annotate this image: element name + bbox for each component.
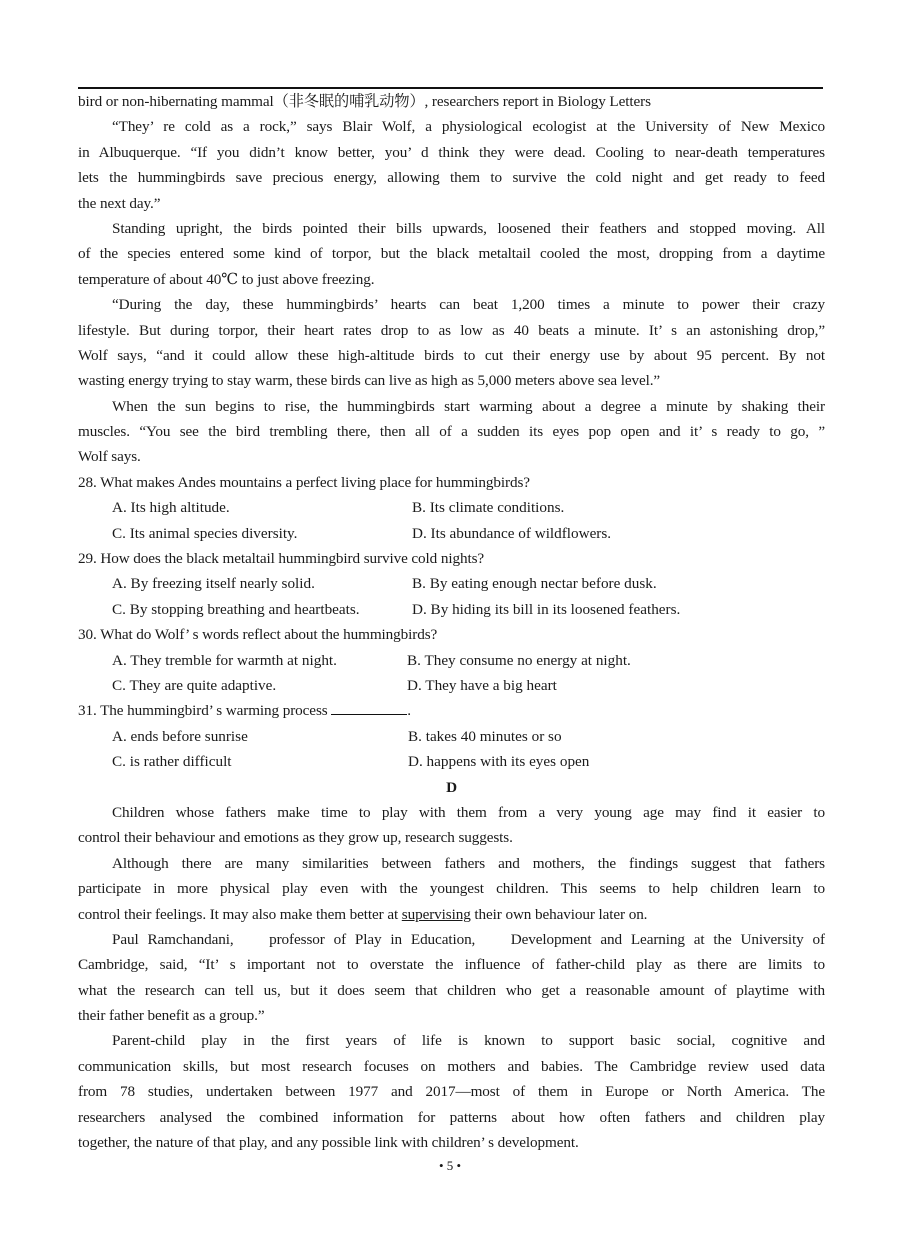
question-stem — [78, 698, 825, 723]
option-b: B. They consume no energy at night. — [407, 651, 631, 669]
question-stem-end: . — [407, 702, 411, 720]
text-line: temperature of about 40℃ to just above freezing. — [78, 270, 375, 288]
option-c: C. By stopping breathing and heartbeats. — [112, 600, 360, 618]
text-line: lifestyle. But during torpor, their heart rates drop to as low as 40 beats a minute. It’ s an astonishing drop,” — [78, 321, 825, 339]
text-line: in Albuquerque. “If you didn’t know better, you’ d think they were dead. Cooling to near-death temperatures — [78, 143, 825, 161]
passage-d-paragraph-4 — [78, 1028, 825, 1155]
text-line: When the sun begins to rise, the hummingbirds start warming about a degree a minute by shaking their — [112, 397, 825, 415]
text-line: of the species entered some kind of torpor, but the black metaltail cooled the most, dropping from a daytime — [78, 245, 825, 263]
text-line: Paul Ramchandani, professor of Play in Education, Development and Learning at the University of — [112, 930, 825, 948]
option-d: D. They have a big heart — [407, 676, 557, 694]
text-line: together, the nature of that play, and any possible link with children’ s development. — [78, 1134, 579, 1152]
text-line: communication skills, but most research focuses on mothers and babies. The Cambridge review used data — [78, 1057, 825, 1075]
passage-c-paragraph-2 — [78, 216, 825, 292]
option-c: C. is rather difficult — [112, 753, 232, 771]
option-c: C. They are quite adaptive. — [112, 676, 277, 694]
exam-page — [78, 89, 825, 1155]
text-segment: their own behaviour later on. — [470, 905, 648, 923]
text-line: “During the day, these hummingbirds’ hearts can beat 1,200 times a minute to power their crazy — [112, 296, 825, 314]
option-a: A. ends before sunrise — [112, 727, 248, 745]
underlined-word: supervising — [401, 905, 471, 923]
option-d: D. By hiding its bill in its loosened feathers. — [412, 600, 681, 618]
text-line: muscles. “You see the bird trembling there, then all of a sudden its eyes pop open and it’ s ready to go, ” — [78, 423, 825, 441]
text-line: what the research can tell us, but it does seem that children who get a reasonable amount of playtime with — [78, 981, 825, 999]
text-line: Wolf says. — [78, 448, 141, 466]
question-stem: 29. How does the black metaltail hummingbird survive cold nights? — [78, 550, 485, 568]
option-b: B. Its climate conditions. — [412, 499, 565, 517]
text-line: Children whose fathers make time to play with them from a very young age may find it easier to — [112, 803, 825, 821]
passage-c-paragraph-3 — [78, 292, 825, 394]
option-c: C. Its animal species diversity. — [112, 524, 298, 542]
question-29 — [78, 546, 825, 622]
question-stem: 28. What makes Andes mountains a perfect living place for hummingbirds? — [78, 473, 530, 491]
question-stem-text: 31. The hummingbird’ s warming process — [78, 702, 328, 720]
text-line: their father benefit as a group.” — [78, 1007, 265, 1025]
passage-c-paragraph-1 — [78, 114, 825, 216]
text-line: the next day.” — [78, 194, 161, 212]
text-line: Although there are many similarities between fathers and mothers, the findings suggest that fathers — [112, 854, 825, 872]
section-heading-d: D — [446, 778, 457, 796]
text-line: Wolf says, “and it could allow these high-altitude birds to cut their energy use by about 95 percent. By not — [78, 346, 825, 364]
passage-d-paragraph-2 — [78, 851, 825, 927]
text-line: lets the hummingbirds save precious energy, allowing them to survive the cold night and get ready to feed — [78, 169, 825, 187]
text-line: Cambridge, said, “It’ s important not to overstate the influence of father-child play as there are limits to — [78, 956, 825, 974]
text-line: “They’ re cold as a rock,” says Blair Wolf, a physiological ecologist at the University of New Mexico — [112, 118, 825, 136]
answer-blank — [331, 698, 407, 715]
option-a: A. They tremble for warmth at night. — [112, 651, 337, 669]
question-stem: 30. What do Wolf’ s words reflect about the hummingbirds? — [78, 626, 438, 644]
text-line: Parent-child play in the first years of life is known to support basic social, cognitive and — [112, 1032, 825, 1050]
question-31 — [78, 698, 825, 774]
option-d: D. happens with its eyes open — [408, 753, 590, 771]
option-d: D. Its abundance of wildflowers. — [412, 524, 612, 542]
option-b: B. takes 40 minutes or so — [408, 727, 562, 745]
text-line — [78, 902, 825, 927]
text-segment: control their feelings. It may also make them better at — [78, 905, 402, 923]
text-line: Standing upright, the birds pointed their bills upwards, loosened their feathers and stopped moving. All — [112, 219, 825, 237]
option-a: A. By freezing itself nearly solid. — [112, 575, 315, 593]
question-28 — [78, 470, 825, 546]
continued-line: bird or non-hibernating mammal（非冬眠的哺乳动物）, researchers report in Biology Letters — [78, 93, 651, 110]
question-30 — [78, 622, 825, 698]
passage-d-paragraph-1 — [78, 800, 825, 851]
passage-c-paragraph-4 — [78, 394, 825, 470]
option-b: B. By eating enough nectar before dusk. — [412, 575, 657, 593]
option-a: A. Its high altitude. — [112, 499, 230, 517]
page-number: • 5 • — [438, 1158, 462, 1173]
text-line: researchers analysed the combined information for patterns about how often fathers and children play — [78, 1108, 825, 1126]
text-line: from 78 studies, undertaken between 1977 and 2017—most of them in Europe or North America. The — [78, 1083, 825, 1101]
text-line: wasting energy trying to stay warm, these birds can live as high as 5,000 meters above sea level.” — [78, 372, 661, 390]
text-line: control their behaviour and emotions as they grow up, research suggests. — [78, 829, 513, 847]
text-line: participate in more physical play even with the youngest children. This seems to help children learn to — [78, 880, 825, 898]
passage-d-paragraph-3 — [78, 927, 825, 1029]
